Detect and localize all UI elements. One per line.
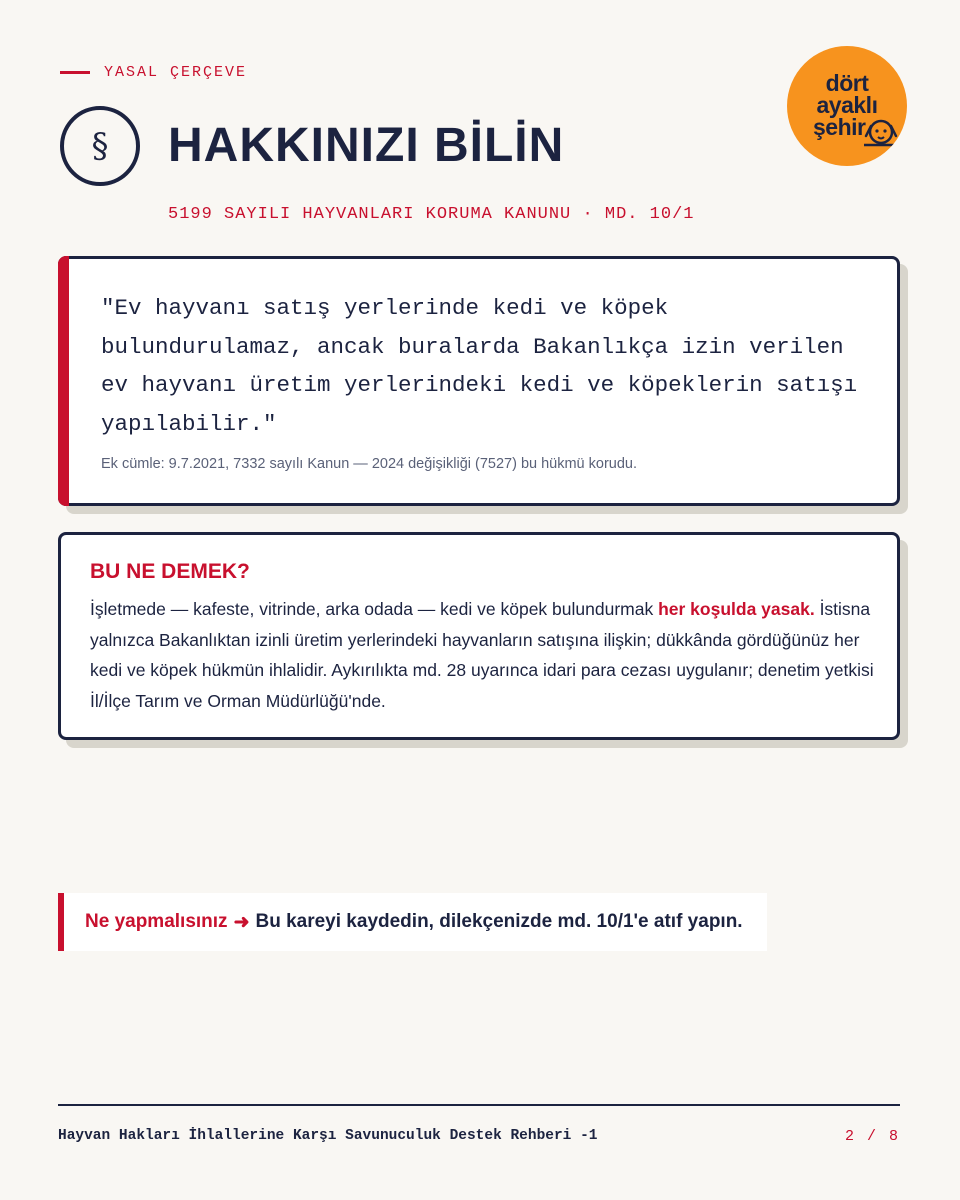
explanation-text-part-2: İstisna yalnızca Bakanlıktan izinli üretim yerlerindeki hayvanların satışına ilişkin; dükkânda gördüğünüz her kedi ve köpek hükmün ihlalidir. Aykırılıkta md. 28 uyarınca idari para cezası uygulanır; denetim yetkisi İl/İlçe Tarım ve Orman Müdürlüğü'nde. [90,599,874,711]
action-callout [58,893,767,951]
explanation-highlight: her koşulda yasak. [658,599,815,619]
arrow-right-icon: ➜ [233,911,250,933]
logo-word-2: ayaklı [816,92,878,118]
law-reference: 5199 SAYILI HAYVANLARI KORUMA KANUNU · MD. 10/1 [168,205,695,224]
section-sign-icon: § [60,106,140,186]
logo-word-1: dört [825,70,869,96]
logo-word-3: şehir [813,114,866,140]
footer-divider [58,1104,900,1106]
action-text: Bu kareyi kaydedin, dilekçenizde md. 10/1'e atıf yapın. [255,911,743,932]
page-title: HAKKINIZI BİLİN [168,119,565,172]
action-accent-bar [58,893,64,951]
action-label: Ne yapmalısınız [85,911,228,932]
explanation-heading: BU NE DEMEK? [90,560,250,583]
explanation-text-part-1: İşletmede — kafeste, vitrinde, arka odada — kedi ve köpek bulundurmak [90,599,659,619]
law-quote-text: "Ev hayvanı satış yerlerinde kedi ve köpek bulundurulamaz, ancak buralarda Bakanlıkça izin verilen ev hayvanı üretim yerlerindeki kedi ve köpeklerin satışı yapılabilir." [101,295,858,437]
kicker-text: YASAL ÇERÇEVE [104,64,248,81]
quote-accent-bar [58,256,69,506]
section-kicker [60,64,247,81]
law-quote-card [58,256,900,506]
dog-icon [862,114,902,148]
explanation-text [90,594,880,716]
brand-logo [787,46,907,166]
page-indicator: 2 / 8 [844,1128,900,1145]
explanation-card [58,532,900,740]
amendment-note: Ek cümle: 9.7.2021, 7332 sayılı Kanun — 2024 değişikliği (7527) bu hükmü korudu. [101,456,638,472]
kicker-line [60,71,90,74]
footer-guide-title: Hayvan Hakları İhlallerine Karşı Savunuculuk Destek Rehberi -1 [58,1128,598,1144]
